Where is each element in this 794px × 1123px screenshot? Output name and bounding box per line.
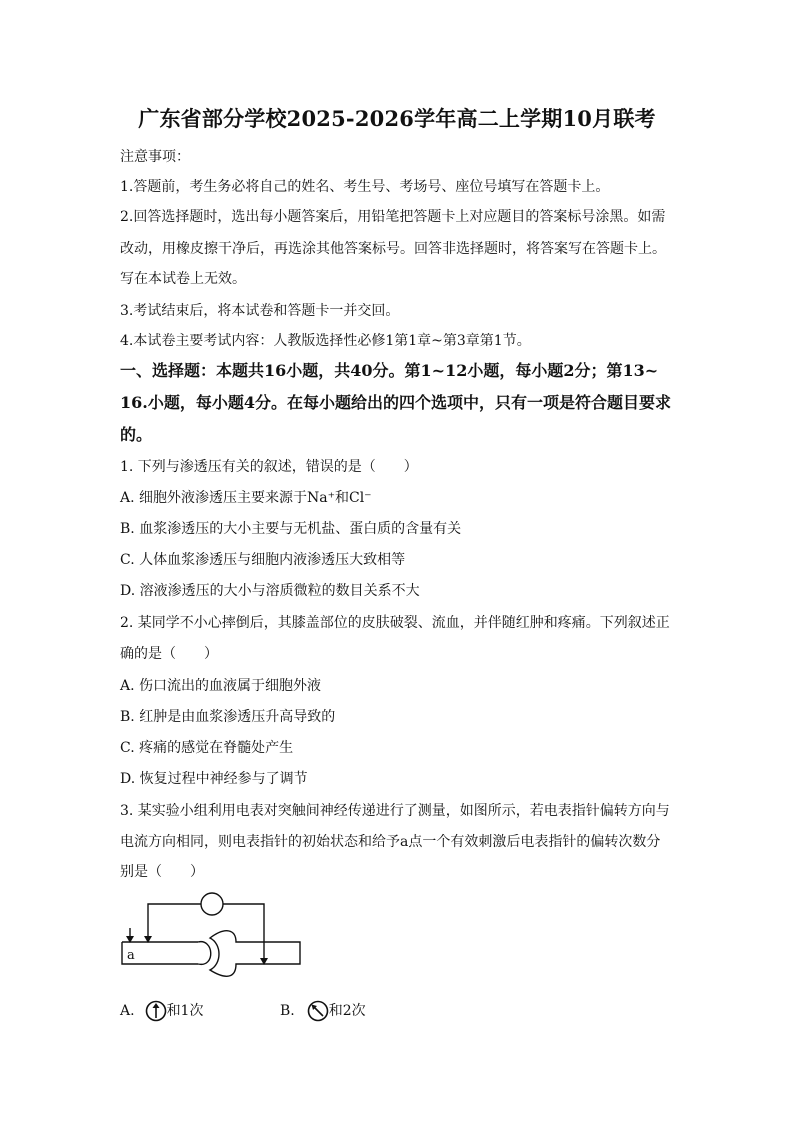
option-text: 和2次	[328, 1003, 366, 1019]
question-1-stem: 1. 下列与渗透压有关的叙述，错误的是（ ）	[120, 459, 418, 475]
point-a-label: a	[127, 948, 135, 963]
notice-item-2-cont: 改动，用橡皮擦干净后，再选涂其他答案标号。回答非选择题时，将答案写在答题卡上。	[120, 241, 666, 257]
question-2-option-a: A. 伤口流出的血液属于细胞外液	[120, 678, 322, 694]
option-letter: B.	[280, 1003, 295, 1019]
meter-pointer-up-left-icon	[307, 1000, 329, 1022]
question-3-stem-line-3: 别是（ ）	[120, 864, 204, 880]
option-letter: A.	[120, 1003, 135, 1019]
question-3-option-b	[280, 1000, 366, 1022]
notice-item-2-cont2: 写在本试卷上无效。	[120, 271, 246, 287]
section-heading-line-2: 16.小题，每小题4分。在每小题给出的四个选项中，只有一项是符合题目要求	[120, 393, 671, 412]
question-2-option-b: B. 红肿是由血浆渗透压升高导致的	[120, 709, 336, 725]
notice-item-1: 1.答题前，考生务必将自己的姓名、考生号、考场号、座位号填写在答题卡上。	[120, 179, 610, 195]
question-2-stem-line-2: 确的是（ ）	[120, 646, 218, 662]
question-3-stem-line-1: 3. 某实验小组利用电表对突触间神经传递进行了测量，如图所示，若电表指针偏转方向与	[120, 803, 670, 819]
notice-item-2: 2.回答选择题时，选出每小题答案后，用铅笔把答题卡上对应题目的答案标号涂黑。如需	[120, 209, 666, 225]
section-heading-line-3: 的。	[120, 425, 153, 444]
notice-header: 注意事项：	[120, 149, 190, 165]
synapse-meter-figure	[118, 890, 308, 982]
galvanometer-icon	[201, 893, 223, 915]
question-1-option-d: D. 溶液渗透压的大小与溶质微粒的数目关系不大	[120, 583, 420, 599]
question-3-stem-line-2: 电流方向相同，则电表指针的初始状态和给予a点一个有效刺激后电表指针的偏转次数分	[120, 834, 661, 850]
question-1-option-c: C. 人体血浆渗透压与细胞内液渗透压大致相等	[120, 552, 406, 568]
notice-item-4: 4.本试卷主要考试内容：人教版选择性必修1第1章~第3章第1节。	[120, 333, 531, 349]
section-heading-line-1: 一、选择题：本题共16小题，共40分。第1~12小题，每小题2分；第13~	[120, 361, 659, 380]
page-title: 广东省部分学校2025-2026学年高二上学期10月联考	[138, 106, 656, 131]
question-3-option-a	[120, 1000, 203, 1022]
question-2-stem-line-1: 2. 某同学不小心摔倒后，其膝盖部位的皮肤破裂、流血，并伴随红肿和疼痛。下列叙述正	[120, 615, 670, 631]
question-2-option-d: D. 恢复过程中神经参与了调节	[120, 771, 308, 787]
notice-item-3: 3.考试结束后，将本试卷和答题卡一并交回。	[120, 303, 400, 319]
question-1-option-b: B. 血浆渗透压的大小主要与无机盐、蛋白质的含量有关	[120, 521, 462, 537]
question-1-option-a: A. 细胞外液渗透压主要来源于Na⁺和Cl⁻	[120, 490, 372, 506]
question-2-option-c: C. 疼痛的感觉在脊髓处产生	[120, 740, 294, 756]
meter-pointer-up-icon	[145, 1000, 167, 1022]
option-text: 和1次	[166, 1003, 204, 1019]
